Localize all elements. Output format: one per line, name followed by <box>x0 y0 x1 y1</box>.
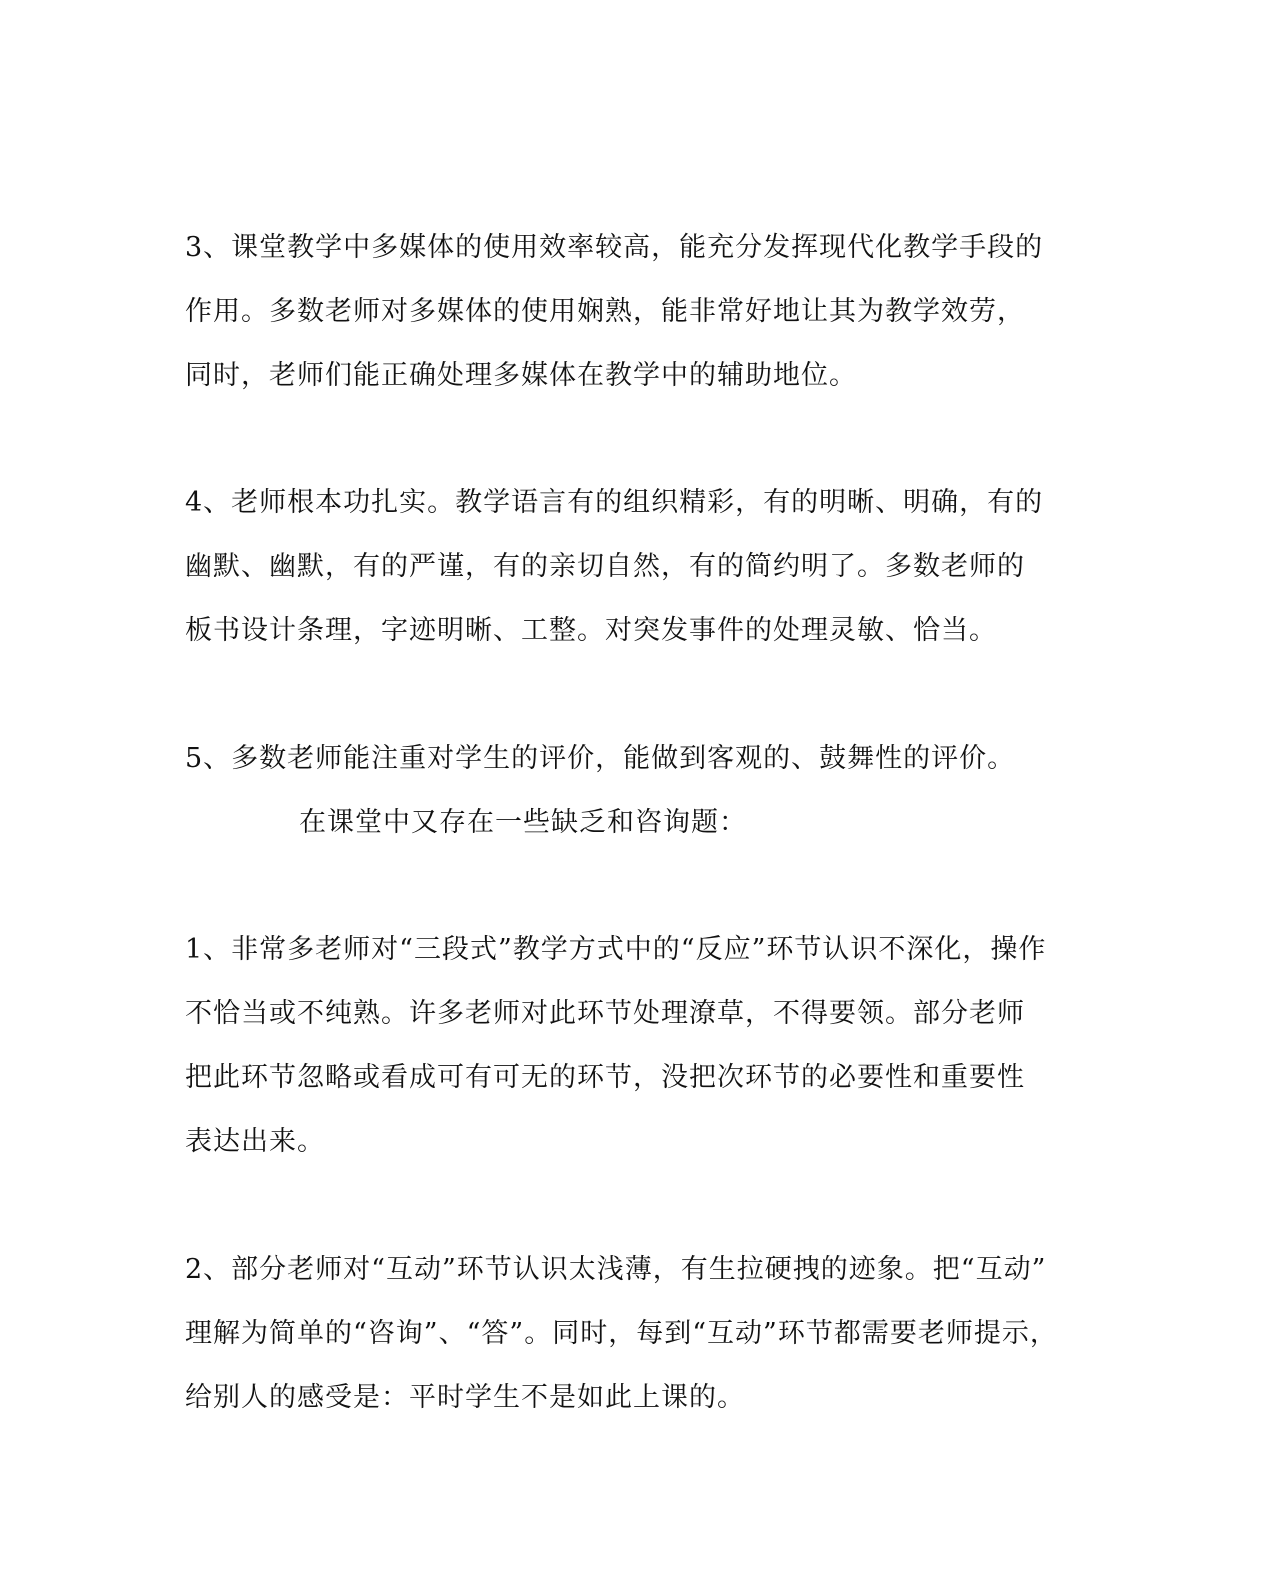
text-line: 作用。多数老师对多媒体的使用娴熟，能非常好地让其为教学效劳， <box>185 296 1025 327</box>
text-line: 幽默、幽默，有的严谨，有的亲切自然，有的简约明了。多数老师的 <box>185 551 1025 582</box>
text-line: 2、部分老师对“互动”环节认识太浅薄，有生拉硬拽的迹象。把“互动” <box>185 1254 1047 1285</box>
text-line: 同时，老师们能正确处理多媒体在教学中的辅助地位。 <box>185 360 857 391</box>
paragraph-item-4-teacher-skills <box>185 471 1065 663</box>
paragraph-item-5-evaluation <box>185 727 1065 791</box>
text-line: 给别人的感受是：平时学生不是如此上课的。 <box>185 1382 745 1413</box>
text-line: 4、老师根本功扎实。教学语言有的组织精彩，有的明晰、明确，有的 <box>185 487 1044 518</box>
section-heading-problems <box>299 791 1179 855</box>
paragraph-problem-1-feedback <box>185 918 1065 1174</box>
text-line: 板书设计条理，字迹明晰、工整。对突发事件的处理灵敏、恰当。 <box>185 615 997 646</box>
text-line: 把此环节忽略或看成可有可无的环节，没把次环节的必要性和重要性 <box>185 1062 1025 1093</box>
text-line: 3、课堂教学中多媒体的使用效率较高，能充分发挥现代化教学手段的 <box>185 232 1044 263</box>
text-line: 表达出来。 <box>185 1126 325 1157</box>
paragraph-item-3-multimedia <box>185 216 1065 408</box>
text-line: 5、多数老师能注重对学生的评价，能做到客观的、鼓舞性的评价。 <box>185 743 1016 774</box>
text-line: 1、非常多老师对“三段式”教学方式中的“反应”环节认识不深化，操作 <box>185 934 1047 965</box>
text-line: 在课堂中又存在一些缺乏和咨询题： <box>299 807 747 838</box>
text-line: 理解为简单的“咨询”、“答”。同时，每到“互动”环节都需要老师提示， <box>185 1318 1058 1349</box>
text-line: 不恰当或不纯熟。许多老师对此环节处理潦草，不得要领。部分老师 <box>185 998 1025 1029</box>
paragraph-problem-2-interaction <box>185 1238 1065 1430</box>
